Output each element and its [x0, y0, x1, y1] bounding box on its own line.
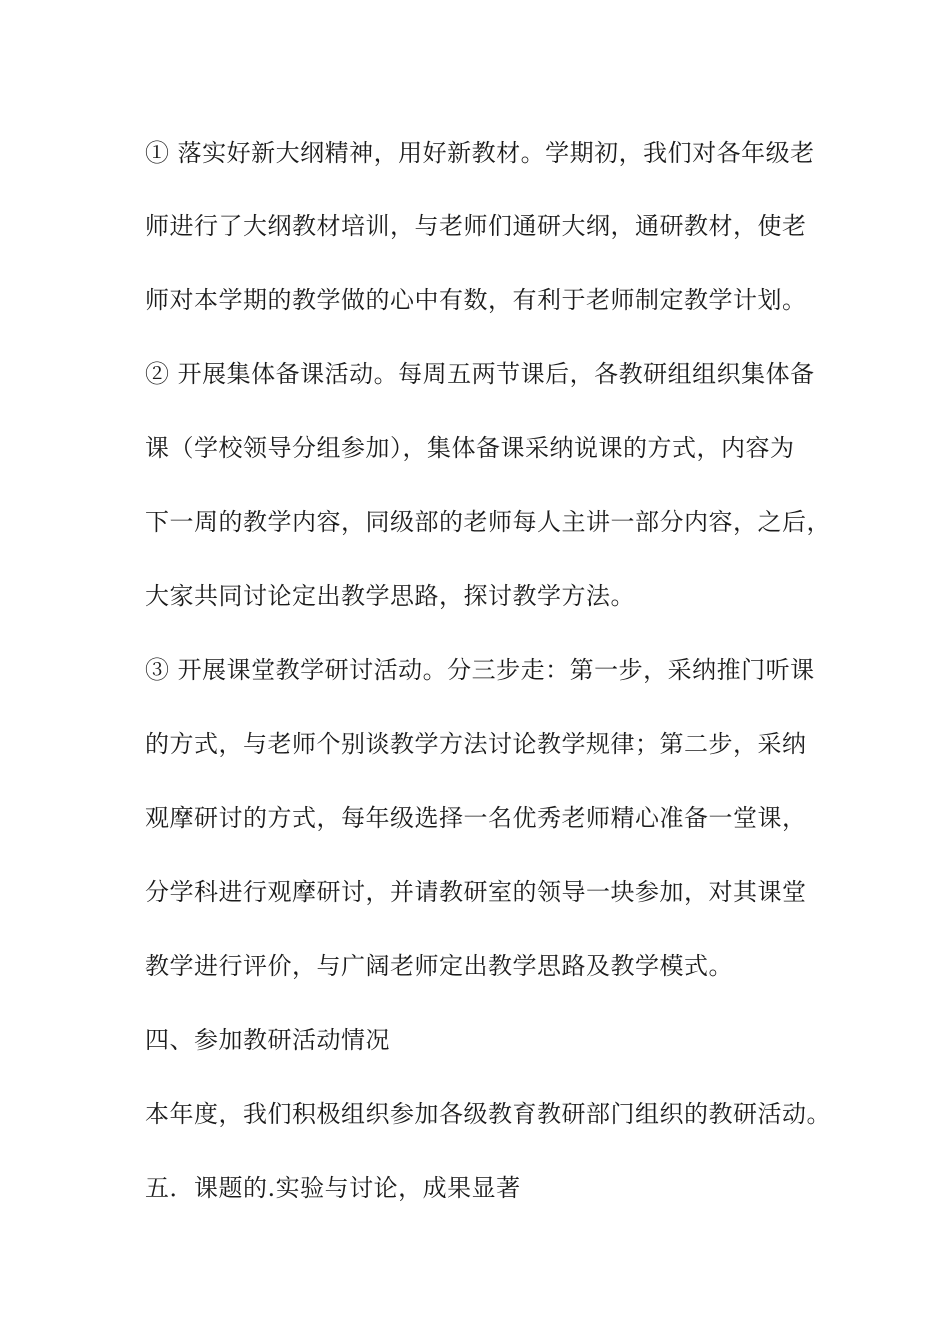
- paragraph-line: ① 落实好新大纲精神，用好新教材。学期初，我们对各年级老: [145, 139, 815, 167]
- paragraph-line: 师对本学期的教学做的心中有数，有利于老师制定教学计划。: [145, 286, 807, 314]
- paragraph-line: 下一周的教学内容，同级部的老师每人主讲一部分内容，之后，: [145, 508, 831, 536]
- section-heading: 五．课题的.实验与讨论，成果显著: [145, 1174, 521, 1202]
- paragraph-line: 观摩研讨的方式，每年级选择一名优秀老师精心准备一堂课，: [145, 804, 807, 832]
- paragraph-line: ③ 开展课堂教学研讨活动。分三步走：第一步，采纳推门听课: [145, 656, 815, 684]
- section-heading: 四、参加教研活动情况: [145, 1026, 390, 1054]
- paragraph-line: 的方式，与老师个别谈教学方法讨论教学规律；第二步，采纳: [145, 730, 807, 758]
- paragraph-line: 师进行了大纲教材培训，与老师们通研大纲，通研教材，使老: [145, 212, 807, 240]
- paragraph-line: 课（学校领导分组参加），集体备课采纳说课的方式，内容为: [145, 434, 795, 462]
- paragraph-line: 教学进行评价，与广阔老师定出教学思路及教学模式。: [145, 952, 733, 980]
- paragraph-line: 本年度，我们积极组织参加各级教育教研部门组织的教研活动。: [145, 1100, 831, 1128]
- paragraph-line: 分学科进行观摩研讨，并请教研室的领导一块参加，对其课堂: [145, 878, 807, 906]
- paragraph-line: 大家共同讨论定出教学思路，探讨教学方法。: [145, 582, 635, 610]
- paragraph-line: ② 开展集体备课活动。每周五两节课后，各教研组组织集体备: [145, 360, 815, 388]
